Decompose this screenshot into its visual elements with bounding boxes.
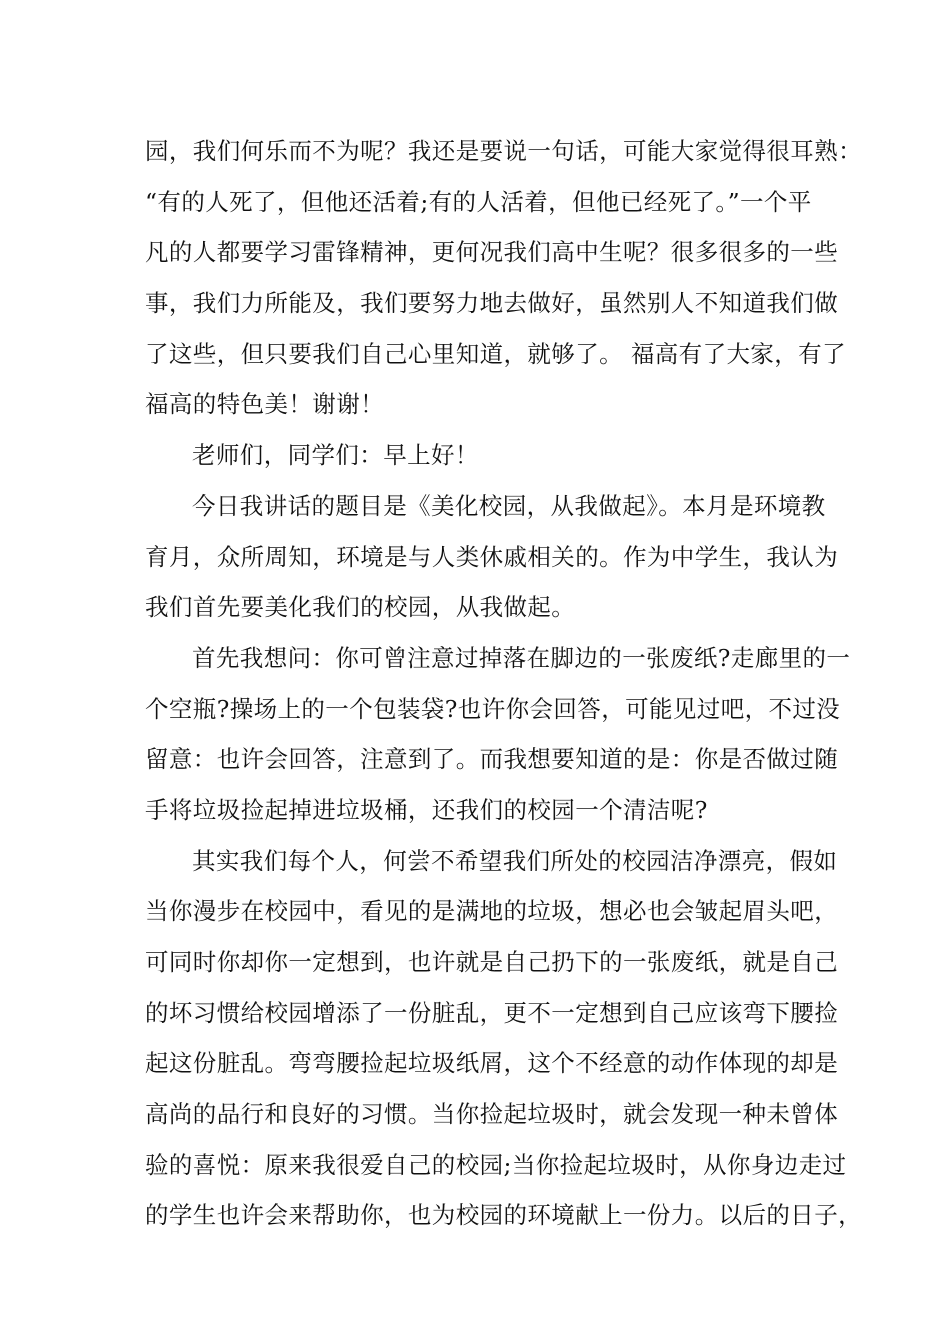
text-line-8: 今日我讲话的题目是《美化校园，从我做起》。本月是环境教 (192, 491, 826, 520)
text-line-22: 的学生也许会来帮助你，也为校园的环境献上一份力。以后的日子， (145, 1201, 862, 1230)
text-line-13: 留意：也许会回答，注意到了。而我想要知道的是：你是否做过随 (145, 745, 839, 774)
text-line-7: 老师们，同学们：早上好！ (192, 441, 479, 470)
text-line-6: 福高的特色美！谢谢！ (145, 390, 384, 419)
text-line-15: 其实我们每个人，何尝不希望我们所处的校园洁净漂亮，假如 (192, 846, 838, 875)
text-line-4: 事，我们力所能及，我们要努力地去做好，虽然别人不知道我们做 (145, 289, 839, 318)
text-line-1: 园，我们何乐而不为呢？我还是要说一句话，可能大家觉得很耳熟： (145, 137, 862, 165)
text-line-14: 手将垃圾捡起掉进垃圾桶，还我们的校园一个清洁呢? (145, 795, 708, 824)
text-line-10: 我们首先要美化我们的校园，从我做起。 (145, 593, 576, 622)
text-line-2: “有的人死了，但他还活着;有的人活着，但他已经死了。”一个平 (145, 187, 812, 216)
text-line-12: 个空瓶?操场上的一个包装袋?也许你会回答，可能见过吧，不过没 (145, 694, 841, 723)
text-line-3: 凡的人都要学习雷锋精神，更何况我们高中生呢？很多很多的一些 (145, 238, 839, 267)
text-line-5: 了这些，但只要我们自己心里知道，就够了。 福高有了大家，有了 (145, 339, 846, 368)
text-line-11: 首先我想问：你可曾注意过掉落在脚边的一张废纸?走廊里的一 (192, 643, 851, 672)
text-line-16: 当你漫步在校园中，看见的是满地的垃圾，想必也会皱起眉头吧， (145, 897, 839, 926)
text-line-20: 高尚的品行和良好的习惯。当你捡起垃圾时，就会发现一种未曾体 (145, 1100, 839, 1129)
text-line-17: 可同时你却你一定想到，也许就是自己扔下的一张废纸，就是自己 (145, 948, 839, 976)
text-line-18: 的坏习惯给校园增添了一份脏乱，更不一定想到自己应该弯下腰捡 (145, 998, 839, 1027)
document-body (145, 126, 862, 1241)
text-line-9: 育月，众所周知，环境是与人类休戚相关的。作为中学生，我认为 (145, 542, 839, 571)
text-line-19: 起这份脏乱。弯弯腰捡起垃圾纸屑，这个不经意的动作体现的却是 (145, 1049, 839, 1078)
text-line-21: 验的喜悦：原来我很爱自己的校园;当你捡起垃圾时，从你身边走过 (145, 1150, 847, 1179)
